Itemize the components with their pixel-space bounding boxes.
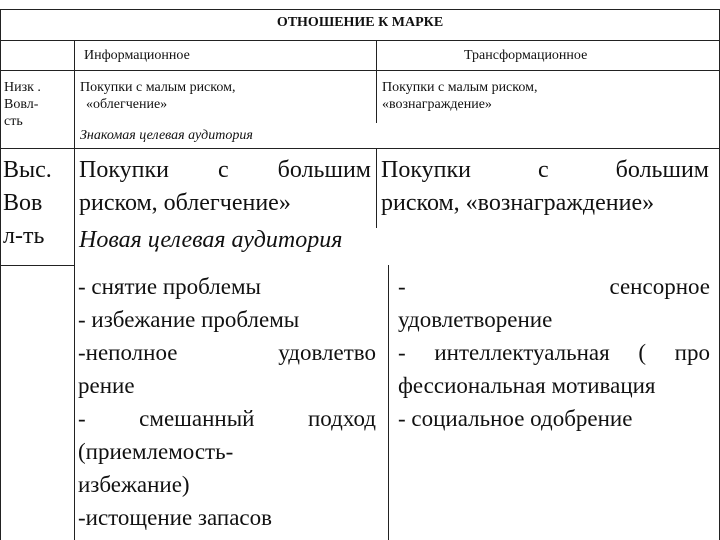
low-transformational-cell [382, 79, 712, 113]
cell-line: риском, облегчение» [79, 190, 291, 216]
list-item: фессиональная мотивация [398, 373, 656, 398]
column-header-transformational: Трансформационное [464, 48, 588, 63]
row-label-low-involvement [4, 79, 72, 130]
list-item: (приемлемость- [78, 439, 234, 464]
row-label-line: сть [4, 114, 23, 129]
cell-line: Покупки с большим [79, 157, 371, 183]
row-label-line: Вовл- [4, 97, 39, 112]
row-divider [0, 70, 720, 71]
informational-motives-list [78, 270, 376, 534]
list-item: - интеллектуальная ( про [398, 340, 710, 365]
list-item: - снятие проблемы [78, 274, 261, 299]
column-divider [388, 265, 389, 540]
column-divider [376, 148, 377, 228]
list-item: -неполное удовлетво [78, 340, 376, 365]
row-divider [0, 265, 74, 266]
low-audience-label: Знакомая целевая аудитория [80, 128, 253, 143]
table-title: ОТНОШЕНИЕ К МАРКЕ [276, 15, 444, 30]
list-item: -истощение запасов [78, 505, 272, 530]
column-divider [74, 40, 75, 540]
list-item: - социальное одобрение [398, 406, 633, 431]
cell-line: Покупки с малым риском, [382, 80, 538, 95]
row-label-line: л-ть [3, 223, 45, 249]
row-label-high-involvement [3, 154, 73, 253]
list-item: - избежание проблемы [78, 307, 300, 332]
cell-line: «облегчение» [86, 97, 168, 112]
column-header-informational: Информационное [84, 48, 190, 63]
high-informational-cell [79, 154, 371, 220]
cell-line: «вознаграждение» [382, 97, 492, 112]
row-label-line: Низк . [4, 80, 41, 95]
list-item: избежание) [78, 472, 190, 497]
cell-line: риском, «вознаграждение» [381, 190, 655, 216]
row-label-line: Вов [3, 190, 43, 216]
row-divider [0, 40, 720, 41]
high-transformational-cell [381, 154, 709, 220]
list-item: удовлетворение [398, 307, 553, 332]
row-label-line: Выс. [3, 157, 52, 183]
table-border-top [0, 9, 720, 10]
table-border-left [0, 9, 1, 540]
cell-line: Покупки с большим [381, 157, 709, 183]
list-item: рение [78, 373, 135, 398]
cell-line: Покупки с малым риском, [80, 80, 236, 95]
high-audience-label: Новая целевая аудитория [79, 227, 343, 253]
transformational-motives-list [398, 270, 710, 435]
row-divider [0, 148, 720, 149]
list-item: - сенсорное [398, 274, 710, 299]
list-item: - смешанный подход [78, 406, 376, 431]
column-divider [376, 40, 377, 123]
low-informational-cell [80, 79, 370, 113]
